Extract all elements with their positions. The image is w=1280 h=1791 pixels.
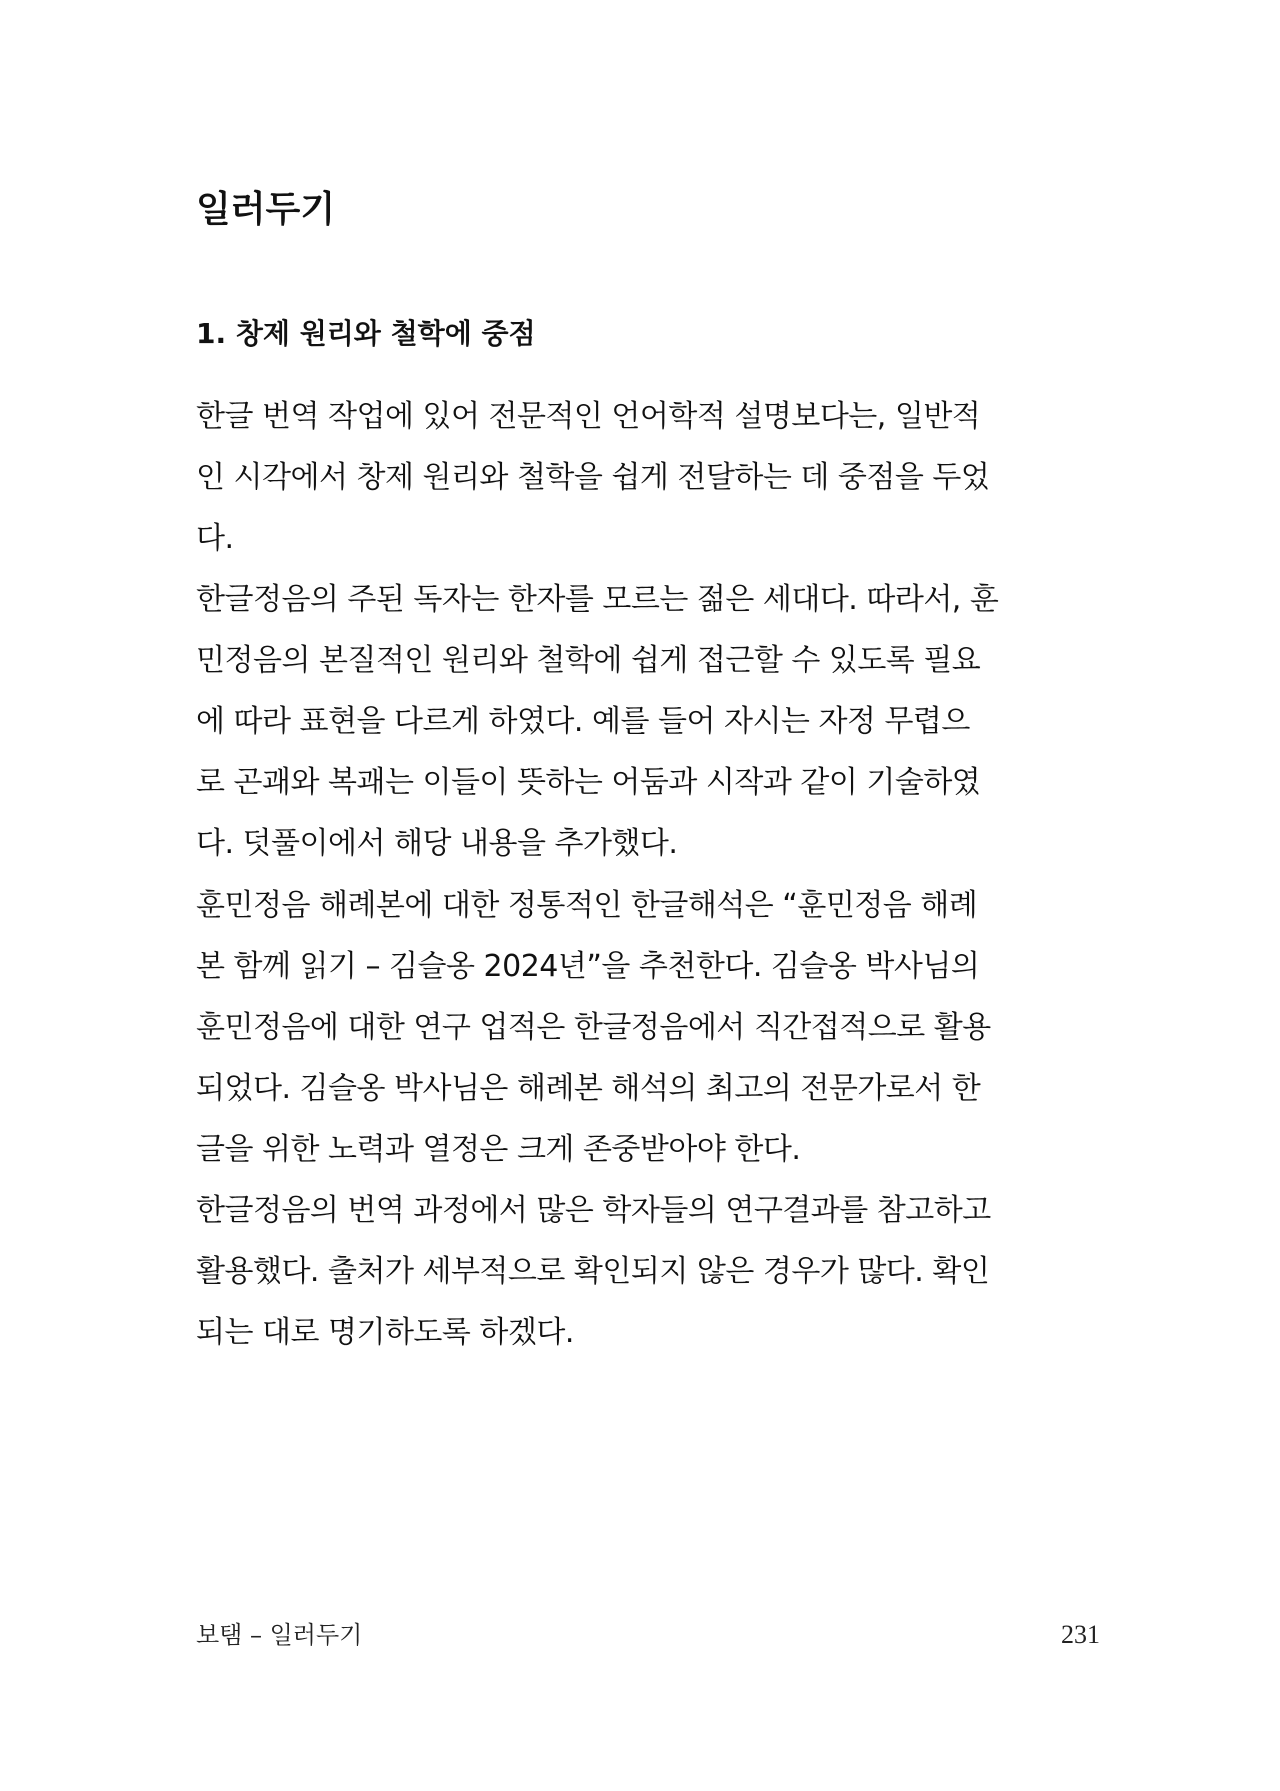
page-title: 일러두기 [196,189,336,230]
paragraph-2 [196,569,1116,874]
text-line: 되는 대로 명기하도록 하겠다. [196,1315,574,1350]
text-line: 민정음의 본질적인 원리와 철학에 쉽게 접근할 수 있도록 필요 [196,643,981,678]
text-line: 인 시각에서 창제 원리와 철학을 쉽게 전달하는 데 중점을 두었 [196,460,990,495]
running-footer-title: 보탬 – 일러두기 [196,1621,363,1649]
paragraph-4 [196,1180,1116,1363]
text-line: 훈민정음 해례본에 대한 정통적인 한글해석은 “훈민정음 해례 [196,888,978,923]
text-line: 한글정음의 주된 독자는 한자를 모르는 젊은 세대다. 따라서, 훈 [196,582,999,617]
text-line: 한글 번역 작업에 있어 전문적인 언어학적 설명보다는, 일반적 [196,399,981,434]
section-heading: 1. 창제 원리와 철학에 중점 [196,317,536,350]
text-line: 다. [196,521,234,556]
page-number: 231 [1061,1620,1100,1649]
paragraph-3 [196,875,1116,1180]
text-line: 한글정음의 번역 과정에서 많은 학자들의 연구결과를 참고하고 [196,1193,991,1228]
text-line: 훈민정음에 대한 연구 업적은 한글정음에서 직간접적으로 활용 [196,1010,991,1045]
text-line: 되었다. 김슬옹 박사님은 해례본 해석의 최고의 전문가로서 한 [196,1071,981,1106]
text-line: 활용했다. 출처가 세부적으로 확인되지 않은 경우가 많다. 확인 [196,1254,990,1289]
text-line: 에 따라 표현을 다르게 하였다. 예를 들어 자시는 자정 무렵으 [196,704,970,739]
text-line: 로 곤괘와 복괘는 이들이 뜻하는 어둠과 시작과 같이 기술하였 [196,765,981,800]
text-line: 다. 덧풀이에서 해당 내용을 추가했다. [196,826,678,861]
text-line: 글을 위한 노력과 열정은 크게 존중받아야 한다. [196,1132,801,1167]
text-line: 본 함께 읽기 – 김슬옹 2024년”을 추천한다. 김슬옹 박사님의 [196,949,980,984]
paragraph-1 [196,386,1116,569]
